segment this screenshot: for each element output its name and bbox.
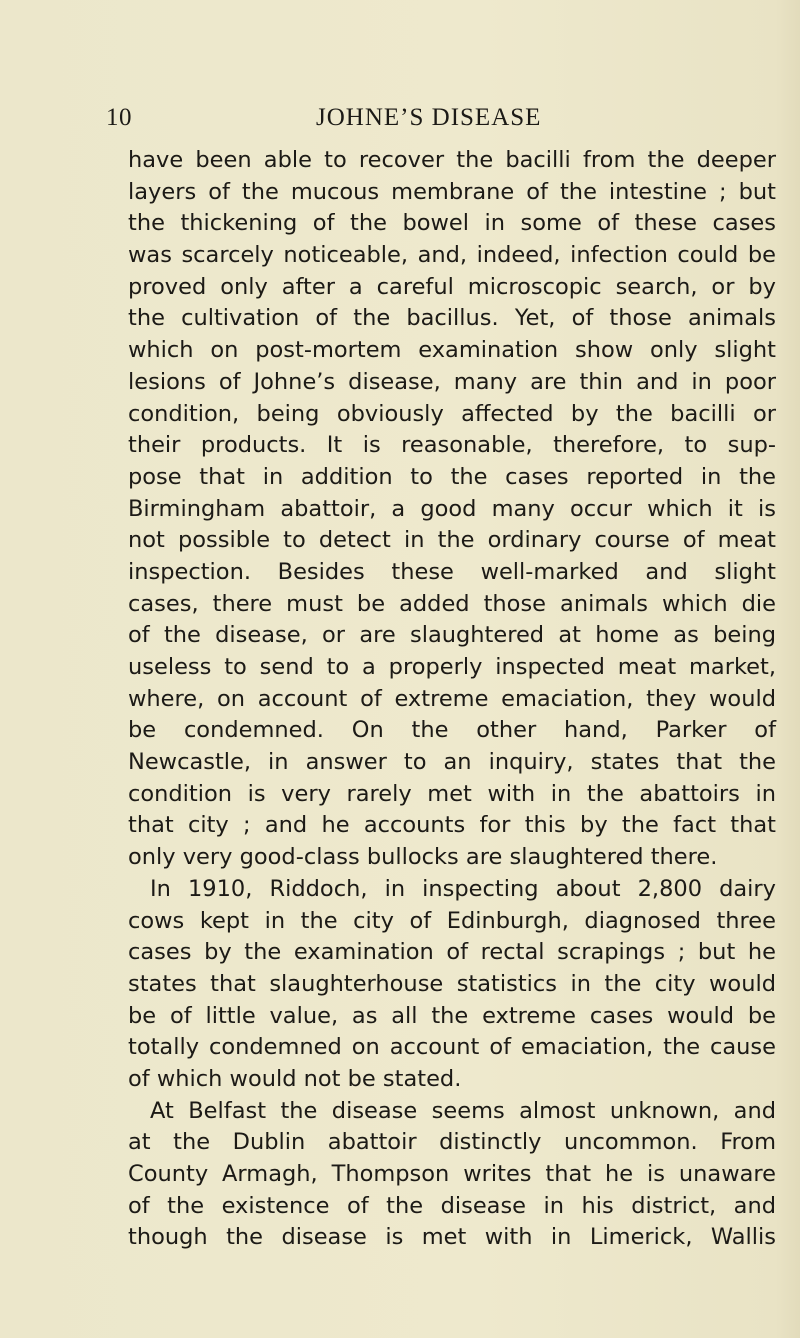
text-line: County Armagh, Thompson writes that he is unaware [128, 1161, 776, 1187]
text-line: of the disease, or are slaughtered at home as being [128, 622, 776, 649]
text-line: the cultivation of the bacillus. Yet, of those animals [128, 305, 776, 332]
text-line: lesions of Johne’s disease, many are thin and in poor [128, 368, 776, 395]
page-header [0, 104, 800, 144]
text-line: not possible to detect in the ordinary course of meat [128, 527, 776, 554]
text-line: condition, being obviously affected by the bacilli or [128, 400, 776, 427]
text-line: condition is very rarely met with in the abattoirs in [128, 780, 776, 807]
text-line: that city ; and he accounts for this by the fact that [128, 812, 776, 839]
text-line: where, on account of extreme emaciation, they would [128, 685, 776, 712]
text-line: the thickening of the bowel in some of these cases [128, 210, 776, 237]
text-line: pose that in addition to the cases reported in the [128, 463, 776, 490]
text-line: cows kept in the city of Edinburgh, diagnosed three [128, 907, 776, 934]
text-line: which on post-mortem examination show only slight [128, 337, 776, 364]
text-line: of which would not be stated. [128, 1065, 462, 1092]
text-line: In 1910, Riddoch, in inspecting about 2,800 dairy [150, 875, 776, 902]
text-line: at the Dublin abattoir distinctly uncommon. From [128, 1129, 776, 1156]
text-line: be condemned. On the other hand, Parker of [128, 717, 776, 744]
text-line: of the existence of the disease in his district, and [128, 1192, 776, 1219]
running-head: JOHNE’S DISEASE [316, 104, 542, 131]
text-line: At Belfast the disease seems almost unknown, and [150, 1097, 776, 1124]
text-line: Birmingham abattoir, a good many occur which it is [128, 495, 776, 522]
text-line: cases, there must be added those animals which die [128, 590, 776, 617]
text-line: inspection. Besides these well-marked and slight [128, 558, 776, 585]
text-line: layers of the mucous membrane of the intestine ; but [128, 178, 776, 205]
body-text [128, 145, 776, 1254]
text-line: their products. It is reasonable, therefore, to sup- [128, 432, 776, 459]
text-line: proved only after a careful microscopic search, or by [128, 273, 776, 300]
text-line: totally condemned on account of emaciation, the cause [128, 1034, 776, 1061]
text-line: cases by the examination of rectal scrapings ; but he [128, 939, 776, 966]
page-number: 10 [106, 104, 132, 131]
text-line: be of little value, as all the extreme cases would be [128, 1002, 776, 1029]
text-line: have been able to recover the bacilli from the deeper [128, 147, 776, 173]
text-line: only very good-class bullocks are slaughtered there. [128, 844, 718, 871]
text-line: was scarcely noticeable, and, indeed, infection could be [128, 242, 776, 269]
text-line: states that slaughterhouse statistics in the city would [128, 970, 776, 997]
text-line: useless to send to a properly inspected meat market, [128, 654, 776, 680]
text-line: though the disease is met with in Limerick, Wallis [128, 1224, 776, 1251]
text-line: Newcastle, in answer to an inquiry, states that the [128, 749, 776, 776]
